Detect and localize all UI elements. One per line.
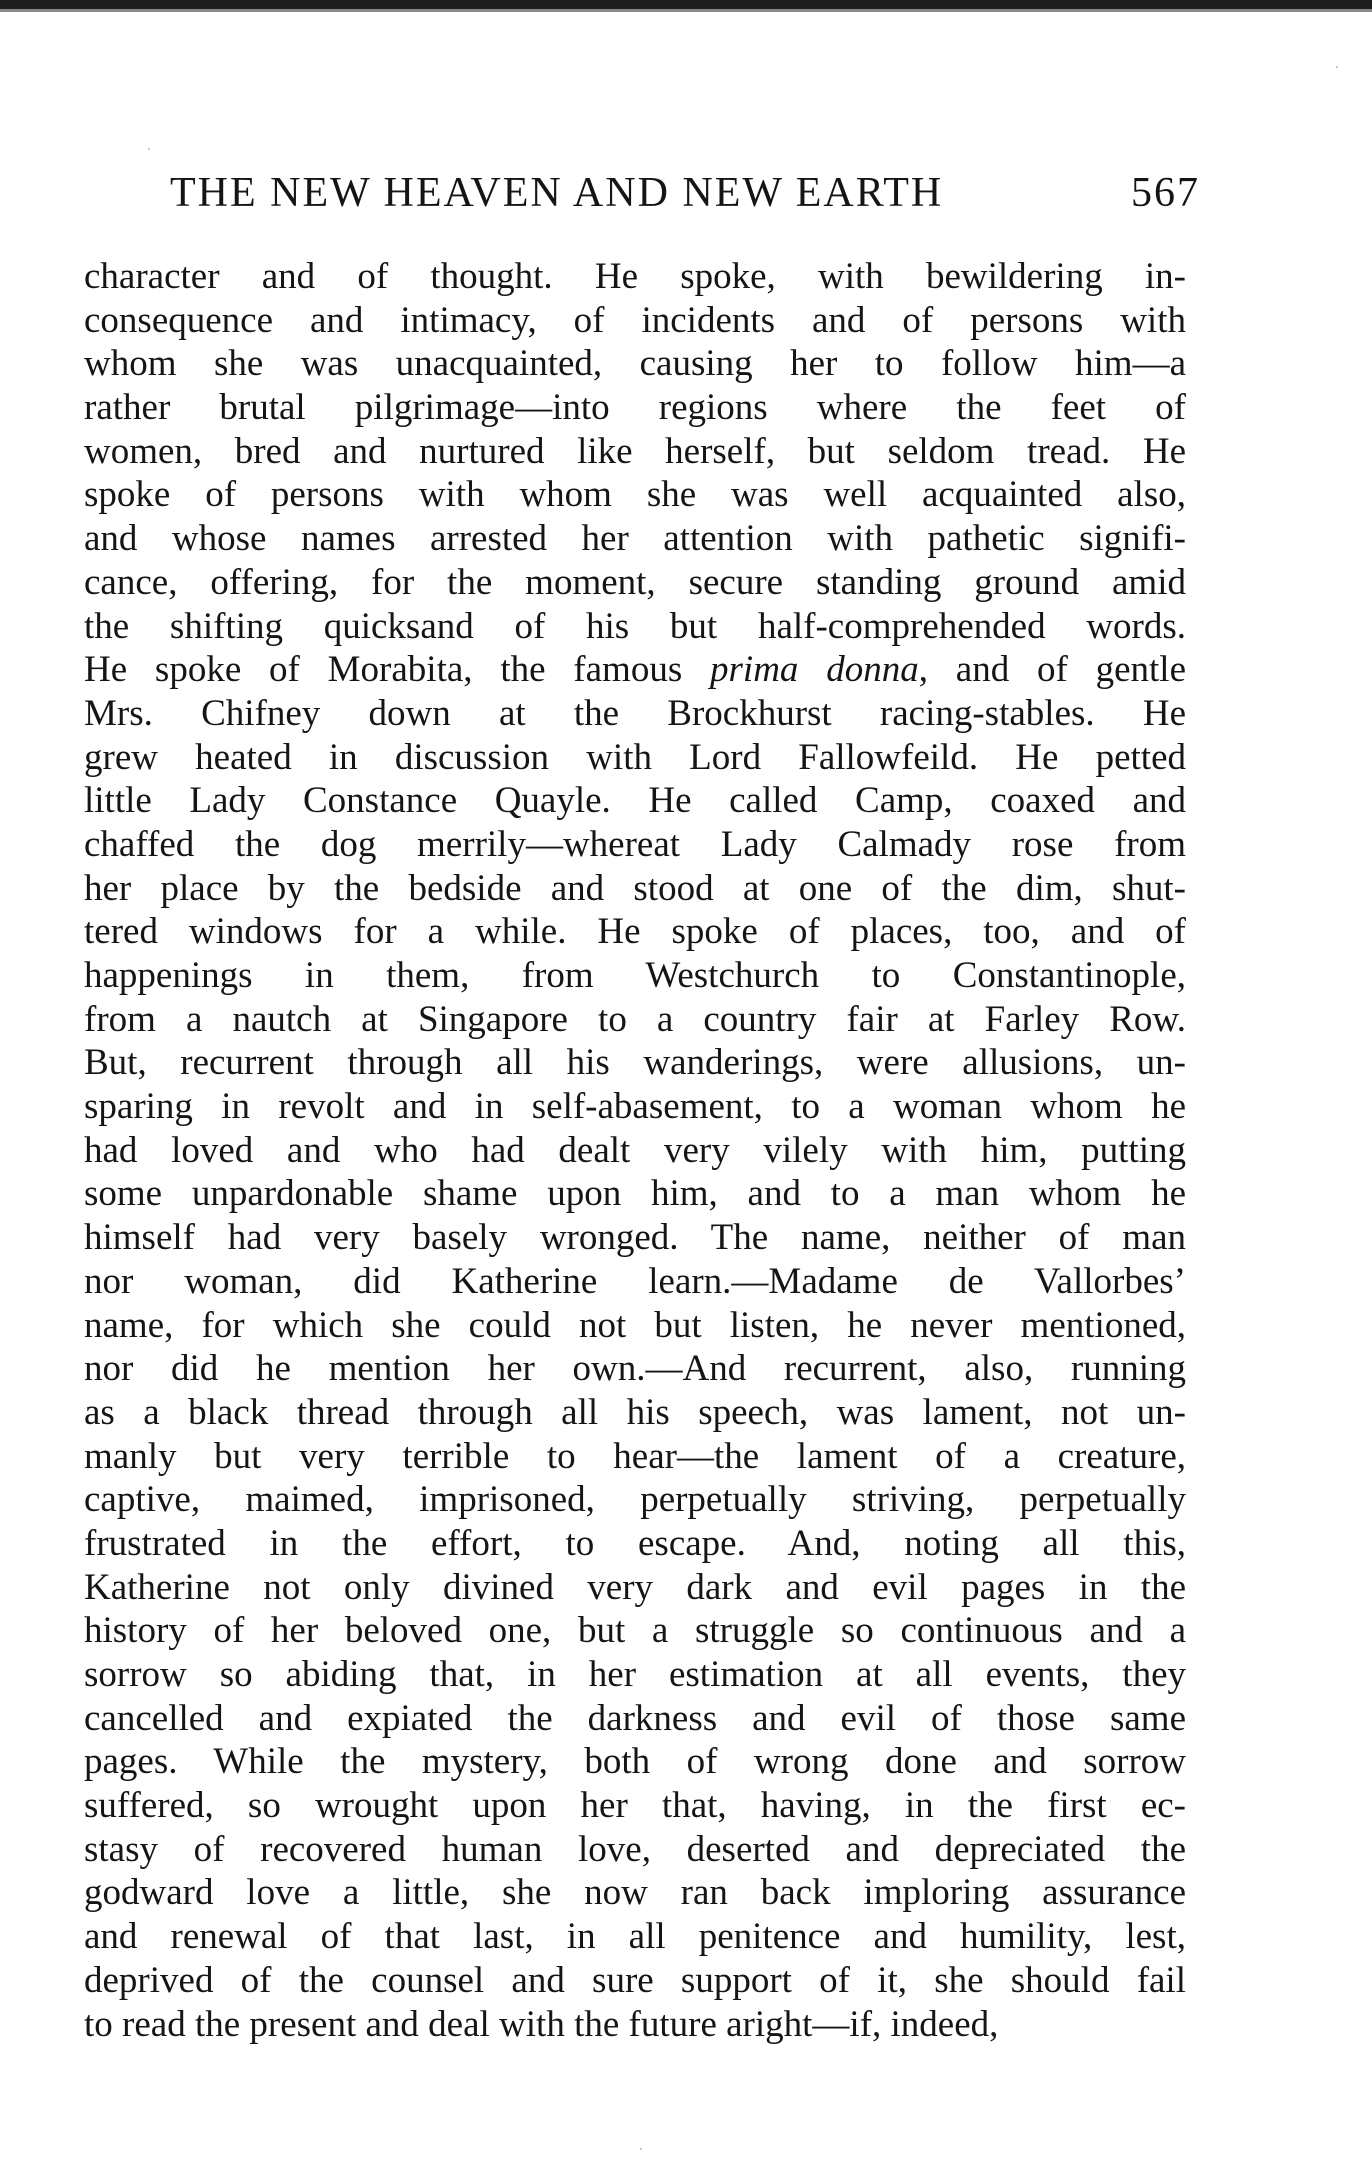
text-line: pages. While the mystery, both of wrong done and sorrow — [84, 1741, 1186, 1783]
text-line: rather brutal pilgrimage—into regions where the feet of — [84, 387, 1186, 429]
text-line: grew heated in discussion with Lord Fallowfeild. He petted — [84, 736, 1186, 778]
text-line: stasy of recovered human love, deserted and depreciated the — [84, 1828, 1186, 1870]
text-line: captive, maimed, imprisoned, perpetually striving, perpetually — [84, 1479, 1186, 1521]
text-line: and renewal of that last, in all penitence and humility, lest, — [84, 1916, 1186, 1958]
text-line: consequence and intimacy, of incidents and of persons with — [84, 299, 1186, 341]
text-line: history of her beloved one, but a struggle so continuous and a — [84, 1610, 1186, 1652]
paper-speck — [640, 2148, 642, 2150]
text-line: suffered, so wrought upon her that, having, in the first ec- — [84, 1785, 1186, 1827]
text-line: and whose names arrested her attention with pathetic signifi- — [84, 518, 1186, 560]
paper-speck — [1336, 66, 1338, 68]
text-line: whom she was unacquainted, causing her to follow him—a — [84, 343, 1186, 385]
text-line-with-italic — [84, 648, 1186, 692]
running-head-title: THE NEW HEAVEN AND NEW EARTH — [170, 170, 944, 216]
text-line: little Lady Constance Quayle. He called Camp, coaxed and — [84, 780, 1186, 822]
text-line: character and of thought. He spoke, with bewildering in- — [84, 256, 1186, 297]
text-line: her place by the bedside and stood at one of the dim, shut- — [84, 867, 1186, 909]
running-head — [170, 163, 1200, 223]
text-line: chaffed the dog merrily—whereat Lady Calmady rose from — [84, 823, 1186, 865]
text-line: the shifting quicksand of his but half-comprehended words. — [84, 605, 1186, 647]
text-line: cance, offering, for the moment, secure standing ground amid — [84, 561, 1186, 603]
page-number: 567 — [1131, 170, 1200, 216]
text-line: nor did he mention her own.—And recurrent, also, running — [84, 1348, 1186, 1390]
text-line: But, recurrent through all his wanderings, were allusions, un- — [84, 1042, 1186, 1084]
text-line: sorrow so abiding that, in her estimation at all events, they — [84, 1654, 1186, 1695]
text-line: happenings in them, from Westchurch to Constantinople, — [84, 955, 1186, 996]
paper-speck — [148, 148, 150, 150]
text-line: had loved and who had dealt very vilely with him, putting — [84, 1129, 1186, 1171]
text-line: manly but very terrible to hear—the lament of a creature, — [84, 1435, 1186, 1477]
text-line: cancelled and expiated the darkness and evil of those same — [84, 1697, 1186, 1739]
text-line: tered windows for a while. He spoke of places, too, and of — [84, 911, 1186, 953]
text-line: sparing in revolt and in self-abasement, to a woman whom he — [84, 1086, 1186, 1128]
page-top-edge-rule — [0, 0, 1372, 9]
text-line: women, bred and nurtured like herself, but seldom tread. He — [84, 430, 1186, 472]
page-top-edge-shadow — [0, 9, 1372, 12]
text-line: godward love a little, she now ran back imploring assurance — [84, 1872, 1186, 1914]
italic-phrase: prima donna — [710, 649, 919, 691]
text-line: deprived of the counsel and sure support of it, she should fail — [84, 1959, 1186, 2001]
line-segment: , and of gentle — [918, 649, 1186, 691]
text-line: frustrated in the effort, to escape. And, noting all this, — [84, 1522, 1186, 1564]
body-text — [84, 255, 1186, 2063]
text-line: Katherine not only divined very dark and evil pages in the — [84, 1566, 1186, 1608]
text-line: nor woman, did Katherine learn.—Madame de Vallorbes’ — [84, 1260, 1186, 1302]
text-line: himself had very basely wronged. The name, neither of man — [84, 1217, 1186, 1259]
line-segment: He spoke of Morabita, the famous — [84, 649, 711, 691]
text-line: as a black thread through all his speech, was lament, not un- — [84, 1391, 1186, 1433]
text-line: spoke of persons with whom she was well acquainted also, — [84, 474, 1186, 516]
text-line: name, for which she could not but listen, he never mentioned, — [84, 1304, 1186, 1346]
text-line: from a nautch at Singapore to a country fair at Farley Row. — [84, 998, 1186, 1040]
text-line: some unpardonable shame upon him, and to a man whom he — [84, 1173, 1186, 1215]
text-line: to read the present and deal with the future aright—if, indeed, — [84, 2003, 999, 2045]
text-line: Mrs. Chifney down at the Brockhurst racing-stables. He — [84, 692, 1186, 734]
